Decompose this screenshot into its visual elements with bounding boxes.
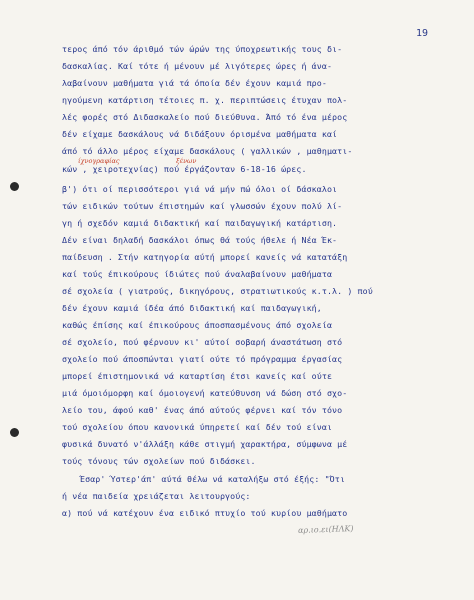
text-line: β') ότι οί περισσότεροι γιά νά μήν πώ όλοι οί δάσκαλοι (62, 184, 338, 194)
text-line: λαβαίνουν μαθήματα γιά τά όποία δέν έχουν καμιά προ- (62, 78, 327, 88)
text-line: κών , χειροτεχνίας) πού έργάζονταν 6-18-16 ώρες. (62, 164, 307, 174)
text-line: δέν είχαμε δασκάλους νά διδάξουν όρισμένα μαθήματα καί (62, 129, 338, 139)
text-line: δασκαλίας. Καί τότε ή μένουν μέ λιγότερες ώρες ή άνα- (62, 61, 333, 71)
text-line: λές φορές στό Διδασκαλείο πού διεύθυνα. Άπό τό ένα μέρος (62, 112, 348, 122)
text-line: καί τούς έπικούρους ίδιώτες πού άναλαβαίνουν μαθήματα (62, 269, 333, 279)
text-line: τερος άπό τόν άριθμό τών ώρών της ύποχρεωτικής τους δι- (62, 44, 343, 54)
text-line: τούς τόνους τών σχολείων πού διδάσκει. (62, 456, 256, 466)
text-line: Έσαρ' Ύστερ'άπ' αύτά θέλω νά καταλήξω στό έξής: "Ότι (80, 474, 345, 484)
text-line: παίδευση . Στήν κατηγορία αύτή μπορεί κανείς νά κατατάξη (62, 252, 348, 262)
text-line: ηγούμενη κατάρτιση τέτοιες π. χ. περιπτώσεις έτυχαν πολ- (62, 95, 348, 105)
text-line: ή νέα παιδεία χρειάζεται λειτουργούς: (62, 491, 251, 501)
punch-hole (10, 182, 19, 191)
text-line: τών ειδικών τούτων έπιστημών καί γλωσσών έχουν πολύ λί- (62, 201, 343, 211)
archive-mark: αρ.ιο.ει(ΗΛΚ) (297, 524, 354, 535)
text-line: γη ή σχεδόν καμιά διδακτική καί παιδαγωγική κατάρτιση. (62, 218, 338, 228)
handwritten-annotation: ξένων (176, 157, 197, 165)
text-line: σχολείο πού άποσπώνται γιατί ούτε τό πρόγραμμα έργασίας (62, 354, 343, 364)
text-line: μιά όμοιόμορφη καί όμοιογενή κατεύθυνση νά δώση στό σχο- (62, 388, 348, 398)
text-line: τού σχολείου όπου κανονικά ύπηρετεί καί δέν τού είναι (62, 422, 333, 432)
text-line: καθώς έπίσης καί έπικούρους άποσπασμένους άπό σχολεία (62, 320, 333, 330)
text-line: λείο του, άφού καθ' ένας άπό αύτούς φέρνει καί τόν τόνο (62, 405, 343, 415)
text-line: άπό τό άλλο μέρος είχαμε δασκάλους ( γαλλικών , μαθηματι- (62, 146, 353, 156)
text-line: α) πού νά κατέχουν ένα ειδικό πτυχίο τού κυρίου μαθήματο (62, 508, 348, 518)
handwritten-annotation: ίχνογραφίας (78, 157, 120, 165)
text-line: φυσικά δυνατό ν'άλλάξη κάθε στιγμή χαρακτήρα, σύμφωνα μέ (62, 439, 348, 449)
text-line: δέν έχουν καμιά ίδέα άπό διδακτική καί παιδαγωγική, (62, 303, 322, 313)
text-line: μπορεί έπιστημονικά νά καταρτίση έτσι κανείς καί ούτε (62, 371, 333, 381)
punch-hole (10, 428, 19, 437)
text-line: Δέν είναι δηλαδή δασκάλοι όπως θά τούς ήθελε ή Νέα Έκ- (62, 235, 338, 245)
page-number: 19 (416, 28, 429, 39)
text-line: σέ σχολείο, πού φέρνουν κι' αύτοί σοβαρή άναστάτωση στό (62, 337, 343, 347)
text-line: σέ σχολεία ( γιατρούς, δικηγόρους, στρατιωτικούς κ.τ.λ. ) πού (62, 286, 373, 296)
